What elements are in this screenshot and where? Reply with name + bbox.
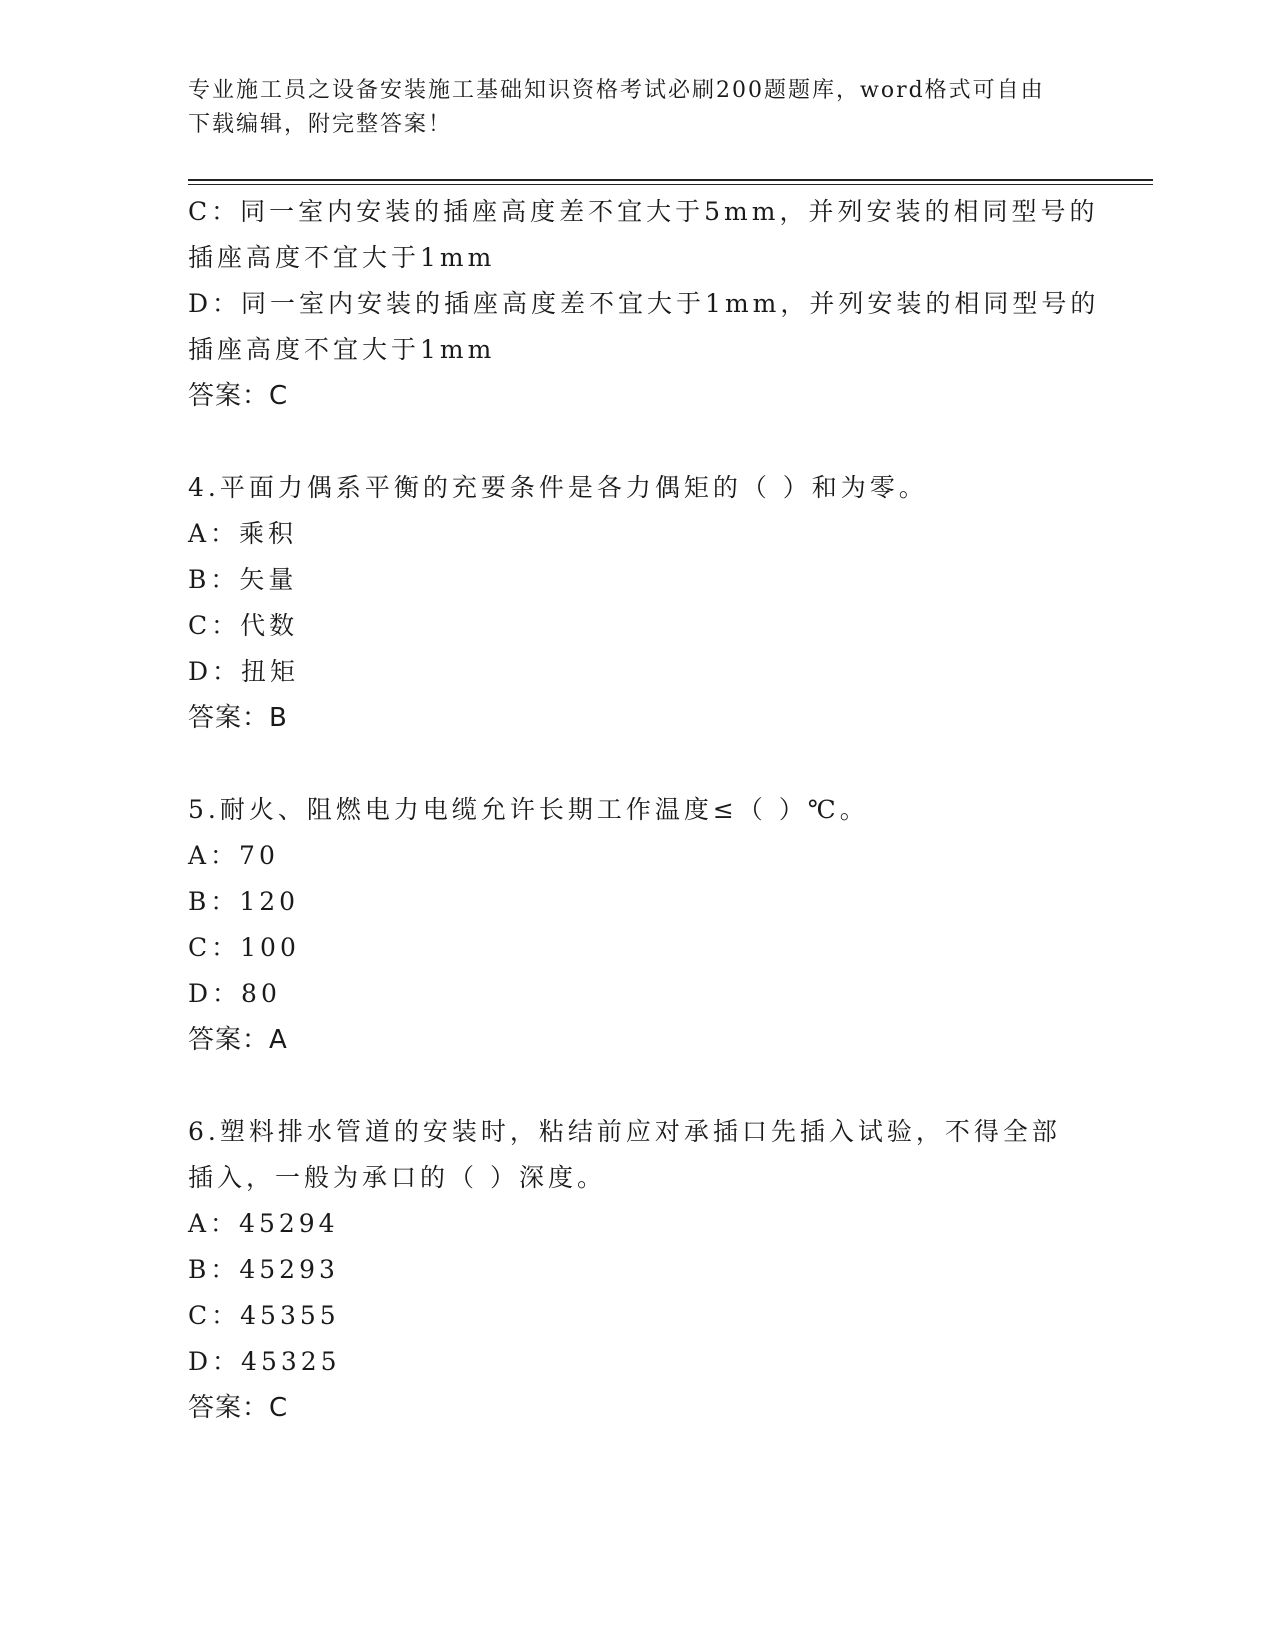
option-d: D：扭矩 xyxy=(188,657,300,686)
option-a: A：45294 xyxy=(188,1209,339,1238)
question-text: 4.平面力偶系平衡的充要条件是各力偶矩的（ ）和为零。 xyxy=(188,473,928,502)
question-text-line-1: 6.塑料排水管道的安装时，粘结前应对承插口先插入试验，不得全部 xyxy=(188,1117,1061,1146)
header-rule-thin xyxy=(188,184,1153,185)
option-c-line-1: C：同一室内安装的插座高度差不宜大于5mm，并列安装的相同型号的 xyxy=(188,197,1099,226)
question-4 xyxy=(188,465,1088,741)
option-c: C：45355 xyxy=(188,1301,340,1330)
option-a: A：乘积 xyxy=(188,519,298,548)
spacer xyxy=(188,741,1088,787)
option-b: B：矢量 xyxy=(188,565,298,594)
answer: 答案：C xyxy=(188,381,289,411)
document-header xyxy=(188,74,1078,142)
question-3-tail xyxy=(188,189,1100,419)
header-line-1: 专业施工员之设备安装施工基础知识资格考试必刷200题题库，word格式可自由 xyxy=(188,78,1045,103)
question-list xyxy=(188,189,1100,1431)
spacer xyxy=(188,419,1088,465)
question-6 xyxy=(188,1109,1088,1431)
answer: 答案：B xyxy=(188,703,288,733)
option-a: A：70 xyxy=(188,841,279,870)
spacer xyxy=(188,1063,1088,1109)
header-line-2: 下载编辑，附完整答案！ xyxy=(188,112,453,137)
question-text: 5.耐火、阻燃电力电缆允许长期工作温度≤（ ）℃。 xyxy=(188,795,869,824)
option-d-line-1: D：同一室内安装的插座高度差不宜大于1mm，并列安装的相同型号的 xyxy=(188,289,1100,318)
answer: 答案：A xyxy=(188,1025,288,1055)
option-b: B：120 xyxy=(188,887,300,916)
option-d: D：80 xyxy=(188,979,281,1008)
question-text-line-2: 插入，一般为承口的（ ）深度。 xyxy=(188,1163,606,1192)
answer: 答案：C xyxy=(188,1393,289,1423)
option-c: C：100 xyxy=(188,933,300,962)
option-c: C：代数 xyxy=(188,611,299,640)
header-rule-thick xyxy=(188,179,1153,181)
option-d-line-2: 插座高度不宜大于1mm xyxy=(188,335,496,364)
option-b: B：45293 xyxy=(188,1255,339,1284)
option-d: D：45325 xyxy=(188,1347,341,1376)
question-5 xyxy=(188,787,1088,1063)
option-c-line-2: 插座高度不宜大于1mm xyxy=(188,243,496,272)
